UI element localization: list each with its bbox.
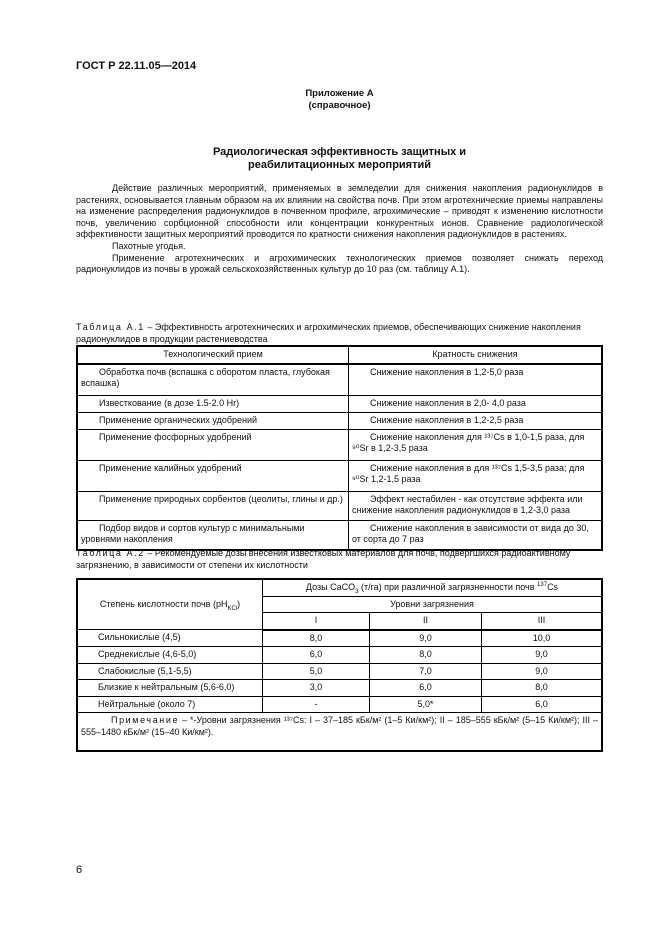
acidity-cell: Нейтральные (около 7) — [77, 696, 263, 713]
acidity-cell: Среднекислые (4,6-5,0) — [77, 647, 263, 664]
dose-cell: 5,0 — [263, 663, 370, 680]
note-label: Примечание — [111, 715, 180, 725]
dose-cell: 6,0 — [482, 696, 603, 713]
dose-cell: 8,0 — [482, 680, 603, 697]
dose-cell: 8,0 — [263, 630, 370, 647]
table-row — [77, 395, 602, 412]
table1-caption — [76, 322, 603, 345]
table-row — [77, 429, 602, 460]
table-header-row — [77, 346, 602, 364]
dose-cell: 9,0 — [482, 663, 603, 680]
body-text — [76, 183, 603, 276]
column-header-levels: Уровни загрязнения — [263, 596, 603, 613]
reduction-cell: Снижение накопления в 2,0- 4,0 раза — [349, 395, 603, 412]
level-header: III — [482, 613, 603, 630]
page-number: 6 — [76, 864, 83, 876]
table2-caption-text: – Рекомендуемые дозы внесения известковых материалов для почв, подвергшихся радиоактивному загрязнению, в зависимости от степени их кислотности — [76, 548, 571, 570]
table-row — [77, 663, 602, 680]
acidity-cell: Близкие к нейтральным (5,6-6,0) — [77, 680, 263, 697]
technique-cell: Применение природных сорбентов (цеолиты, глины и др.) — [77, 491, 349, 520]
table-note — [77, 713, 602, 752]
level-header: I — [263, 613, 370, 630]
section-title — [76, 146, 603, 172]
reduction-cell: Снижение накопления в зависимости от вида до 30, от сорта до 7 раз — [349, 520, 603, 550]
technique-cell: Подбор видов и сортов культур с минимальными уровнями накопления — [77, 520, 349, 550]
reduction-cell: Снижение накопления для ¹³⁷Cs в 1,0-1,5 раза, для ⁹⁰Sr в 1,2-3,5 раза — [349, 429, 603, 460]
dose-cell: 7,0 — [370, 663, 482, 680]
level-header: II — [370, 613, 482, 630]
table1-label: Таблица А.1 — [76, 322, 145, 332]
dose-cell: 9,0 — [370, 630, 482, 647]
table-row — [77, 647, 602, 664]
appendix-subtitle: (справочное) — [308, 100, 371, 111]
table-row — [77, 364, 602, 396]
table-a2 — [76, 578, 603, 752]
table-row — [77, 460, 602, 491]
paragraph: Действие различных мероприятий, применяемых в земледелии для снижения накопления радионуклидов в растениях, основывается главным образом на их влиянии на свойства почв. При этом агротехнические приемы направлены на изменение распределения радионуклидов в почвенном профиле, агрохимические – приводят к изменению кислотности почв, увеличению сорбционной способности или концентрации конкурентных ионов. Сравнение радиологической эффективности защитных мероприятий проводится по кратности снижения накопления радионуклидов в растениях. — [76, 183, 603, 240]
table-row — [77, 412, 602, 429]
dose-cell: 3,0 — [263, 680, 370, 697]
note-row — [77, 713, 602, 752]
appendix-heading — [76, 88, 603, 112]
technique-cell: Применение органических удобрений — [77, 412, 349, 429]
dose-cell: 10,0 — [482, 630, 603, 647]
dose-cell: 6,0 — [370, 680, 482, 697]
reduction-cell: Эффект нестабилен - как отсутствие эффекта или снижение накопления радионуклидов в 1,2-3,0 раза — [349, 491, 603, 520]
column-header-acidity: Степень кислотности почв $(pH_{KCl})$ — [77, 579, 263, 630]
acidity-cell: Сильнокислые (4,5) — [77, 630, 263, 647]
dose-cell: 5,0* — [370, 696, 482, 713]
note-text: – *-Уровни загрязнения ¹³⁷Cs: I – 37–185 кБк/м² (1–5 Ки/км²); II – 185–555 кБк/м² (5–15 Ки/км²); III – 555–1480 кБк/м² (15–40 Ки/км²). — [81, 715, 598, 737]
paragraph: Пахотные угодья. — [112, 240, 186, 251]
reduction-cell: Снижение накопления в 1,2-2,5 раза — [349, 412, 603, 429]
technique-cell: Известкование (в дозе 1.5-2.0 Hr) — [77, 395, 349, 412]
table-row — [77, 696, 602, 713]
dose-cell: 6,0 — [263, 647, 370, 664]
table-row — [77, 630, 602, 647]
acidity-cell: Слабокислые (5,1-5,5) — [77, 663, 263, 680]
reduction-cell: Снижение накопления в для ¹³⁷Cs 1,5-3,5 раза; для ⁹⁰Sr 1,2-1,5 раза — [349, 460, 603, 491]
dose-cell: - — [263, 696, 370, 713]
table1-caption-text: – Эффективность агротехнических и агрохимических приемов, обеспечивающих снижение накопления радионуклидов в продукции растениеводства — [76, 322, 581, 344]
column-header-technique: Технологический прием — [77, 346, 349, 364]
technique-cell: Обработка почв (вспашка с оборотом пласта, глубокая вспашка) — [77, 364, 349, 396]
technique-cell: Применение фосфорных удобрений — [77, 429, 349, 460]
dose-cell: 8,0 — [370, 647, 482, 664]
table-header-row — [77, 579, 602, 596]
section-title-line: реабилитационных мероприятий — [247, 159, 431, 171]
table2-caption — [76, 548, 603, 571]
document-header: ГОСТ Р 22.11.05—2014 — [76, 60, 197, 72]
technique-cell: Применение калийных удобрений — [77, 460, 349, 491]
paragraph: Применение агротехнических и агрохимических технологических приемов позволяет снижать переход радионуклидов из почвы в урожай сельскохозяйственных культур до 10 раз (см. таблицу А.1). — [76, 252, 603, 275]
table-row — [77, 520, 602, 550]
table-a1 — [76, 345, 603, 551]
reduction-cell: Снижение накопления в 1,2-5,0 раза — [349, 364, 603, 396]
column-header-reduction: Кратность снижения — [349, 346, 603, 364]
table-row — [77, 680, 602, 697]
table2-label: Таблица А.2 — [76, 548, 145, 558]
column-header-dose: Дозы CaCO$_3$ (т/га) при различной загрязненности почв $^{137}$Cs — [263, 579, 603, 596]
dose-cell: 9,0 — [482, 647, 603, 664]
section-title-line: Радиологическая эффективность защитных и — [212, 146, 467, 158]
table-row — [77, 491, 602, 520]
appendix-title: Приложение А — [305, 88, 374, 99]
